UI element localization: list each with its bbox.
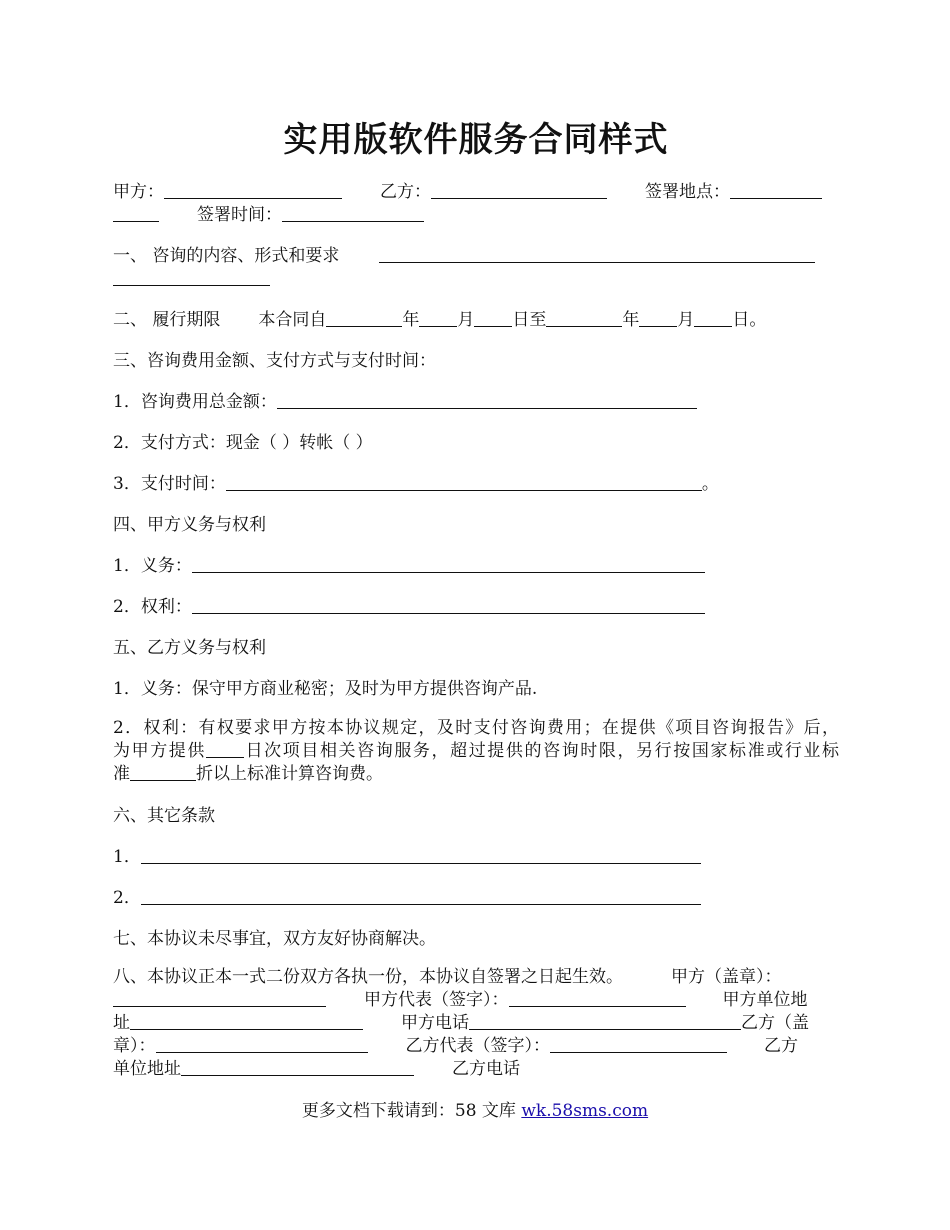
section-8-line-5 <box>113 1058 839 1081</box>
fee-total-label: 1．咨询费用总金额： <box>113 392 277 412</box>
standard-label: 准 <box>113 764 130 784</box>
party-b-right-line-2 <box>113 740 839 763</box>
service-days-blank[interactable] <box>206 740 244 758</box>
other-term-2 <box>113 887 839 910</box>
section-1-blank-cont[interactable] <box>113 268 270 286</box>
section-7: 七、本协议未尽事宜，双方友好协商解决。 <box>113 929 436 949</box>
fee-total-line <box>113 391 839 414</box>
party-a-right-label: 2．权利： <box>113 597 192 617</box>
section-8-line-4 <box>113 1035 839 1058</box>
party-a-phone-label: 甲方电话 <box>401 1013 469 1033</box>
other-term-1-blank[interactable] <box>141 846 701 864</box>
section-6-heading: 六、其它条款 <box>113 806 215 826</box>
discount-text: 折以上标准计算咨询费。 <box>196 764 383 784</box>
party-a-duty-label: 1．义务： <box>113 556 192 576</box>
month-label-2: 月 <box>677 310 695 330</box>
footer <box>0 1096 950 1121</box>
other-term-1 <box>113 846 839 869</box>
service-text: 日次项目相关咨询服务，超过提供的咨询时限，另行按国家标准或行业标 <box>243 741 840 761</box>
other-term-2-label: 2． <box>113 888 141 908</box>
start-year-blank[interactable] <box>326 309 402 327</box>
start-day-blank[interactable] <box>474 309 512 327</box>
day-end-label: 日。 <box>732 310 767 330</box>
discount-blank[interactable] <box>130 763 196 781</box>
party-b-rep-label: 乙方代表（签字）： <box>405 1036 550 1056</box>
sign-place-label: 签署地点： <box>645 182 730 202</box>
section-4-heading: 四、甲方义务与权利 <box>113 515 266 535</box>
end-day-blank[interactable] <box>694 309 732 327</box>
party-b-duty-line: 1．义务：保守甲方商业秘密；及时为甲方提供咨询产品. <box>113 679 538 699</box>
provide-label: 为甲方提供 <box>113 741 206 761</box>
sign-time-blank[interactable] <box>282 204 424 222</box>
party-b-phone-label: 乙方电话 <box>452 1059 520 1079</box>
section-1 <box>113 245 839 291</box>
footer-link[interactable]: wk.58sms.com <box>521 1101 649 1121</box>
end-year-blank[interactable] <box>546 309 622 327</box>
party-b-right-line-3 <box>113 763 839 786</box>
document-title: 实用版软件服务合同样式 <box>283 120 669 160</box>
party-a-rep-label: 甲方代表（签字）： <box>364 990 509 1010</box>
month-label: 月 <box>457 310 475 330</box>
party-a-addr-blank[interactable] <box>130 1012 363 1030</box>
section-1-blank[interactable] <box>379 245 815 263</box>
party-a-blank[interactable] <box>164 181 342 199</box>
payment-time-line <box>113 473 839 496</box>
other-term-2-blank[interactable] <box>141 887 701 905</box>
year-label-2: 年 <box>622 310 640 330</box>
party-a-label: 甲方： <box>113 182 164 202</box>
section-5-heading: 五、乙方义务与权利 <box>113 638 266 658</box>
section-2 <box>113 309 839 332</box>
section-3-heading: 三、咨询费用金额、支付方式与支付时间： <box>113 351 436 371</box>
party-a-seal-label: 甲方（盖章）： <box>671 967 782 987</box>
payment-time-end: 。 <box>701 474 719 494</box>
day-to-label: 日至 <box>512 310 547 330</box>
party-a-right-blank[interactable] <box>192 596 705 614</box>
section-8-text: 八、本协议正本一式二份双方各执一份，本协议自签署之日起生效。 <box>113 967 623 987</box>
section-1-heading: 一、 咨询的内容、形式和要求 <box>113 246 340 266</box>
party-a-addr-label-cont: 址 <box>113 1013 130 1033</box>
party-b-seal-blank[interactable] <box>156 1035 368 1053</box>
party-b-right-line-1: 2．权利：有权要求甲方按本协议规定，及时支付咨询费用；在提供《项目咨询报告》后， <box>113 718 839 738</box>
payment-time-blank[interactable] <box>226 473 702 491</box>
party-b-blank[interactable] <box>431 181 607 199</box>
payment-method-line: 2．支付方式：现金（ ）转帐（ ） <box>113 433 373 453</box>
party-a-rep-blank[interactable] <box>509 989 686 1007</box>
party-a-duty-blank[interactable] <box>192 555 705 573</box>
party-a-addr-label: 甲方单位地 <box>722 990 808 1010</box>
section-8-line-1 <box>113 966 839 989</box>
party-b-label: 乙方： <box>380 182 431 202</box>
party-b-addr-label: 乙方 <box>764 1036 798 1056</box>
party-b-addr-label-cont: 单位地址 <box>113 1059 181 1079</box>
party-a-phone-blank[interactable] <box>469 1012 741 1030</box>
other-term-1-label: 1． <box>113 847 141 867</box>
fee-total-blank[interactable] <box>277 391 697 409</box>
party-b-addr-blank[interactable] <box>181 1058 414 1076</box>
term-from: 本合同自 <box>258 310 327 330</box>
start-month-blank[interactable] <box>419 309 457 327</box>
footer-text: 更多文档下载请到：58 文库 <box>301 1101 522 1121</box>
party-b-right-block <box>113 717 839 786</box>
party-b-seal-label-cont: 章）： <box>113 1036 156 1056</box>
party-a-right-line <box>113 596 839 619</box>
sign-place-blank[interactable] <box>730 181 822 199</box>
section-8 <box>113 966 839 1081</box>
end-month-blank[interactable] <box>639 309 677 327</box>
section-2-heading: 二、 履行期限 <box>113 310 221 330</box>
party-a-seal-blank[interactable] <box>113 989 326 1007</box>
sign-place-blank-cont[interactable] <box>113 204 159 222</box>
section-8-line-3 <box>113 1012 839 1035</box>
sign-time-label: 签署时间： <box>197 205 282 225</box>
party-a-duty-line <box>113 555 839 578</box>
section-8-line-2 <box>113 989 839 1012</box>
parties-block <box>113 181 839 227</box>
year-label: 年 <box>402 310 420 330</box>
payment-time-label: 3．支付时间： <box>113 474 226 494</box>
party-b-seal-label: 乙方（盖 <box>741 1013 809 1033</box>
party-b-rep-blank[interactable] <box>550 1035 727 1053</box>
